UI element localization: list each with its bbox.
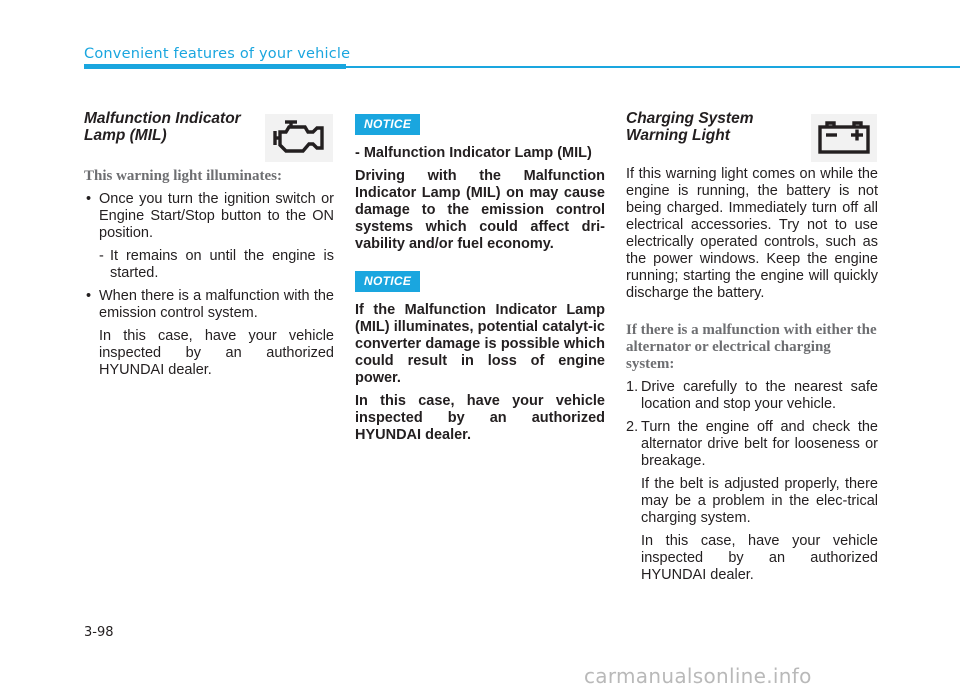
charging-step-1 bbox=[626, 379, 878, 413]
charging-step-2 bbox=[626, 419, 878, 470]
mil-bullet-ignition: • Once you turn the ignition switch or Engine Start/Stop button to the ON position. bbox=[84, 191, 334, 242]
mil-dash-text: It remains on until the engine is started. bbox=[110, 248, 334, 281]
header-rule-line bbox=[346, 66, 960, 68]
header-rule-accent bbox=[84, 64, 346, 69]
notice2-body: If the Malfunction Indicator Lamp (MIL) illuminates, potential catalyt-ic converter damage is possible which could result in loss of engine power. bbox=[355, 302, 605, 386]
mil-dash-item bbox=[84, 248, 334, 282]
notice2-inspect-text: In this case, have your vehicle inspected by an authorized HYUNDAI dealer. bbox=[355, 393, 605, 443]
mil-bullet-emission: • When there is a malfunction with the emission control system. bbox=[84, 288, 334, 322]
notice-badge: NOTICE bbox=[355, 271, 420, 292]
mil-title-line1: Malfunction Indicator bbox=[84, 110, 241, 127]
mil-section-title bbox=[84, 110, 334, 144]
dash-marker: - bbox=[99, 248, 104, 264]
charging-title-line1: Charging System bbox=[626, 110, 754, 127]
watermark: carmanualsonline.info bbox=[584, 664, 812, 688]
mil-inspect-text: In this case, have your vehicle inspected by an authorized HYUNDAI dealer. bbox=[99, 328, 334, 378]
charging-belt-text: If the belt is adjusted properly, there may be a problem in the elec-trical charging system. bbox=[641, 476, 878, 526]
section-header-title: Convenient features of your vehicle bbox=[84, 46, 351, 62]
charging-inspect-text: In this case, have your vehicle inspected by an authorized HYUNDAI dealer. bbox=[641, 533, 878, 583]
charging-subheading: If there is a malfunction with either the alternator or electrical charging system: bbox=[626, 322, 877, 372]
charging-column bbox=[626, 110, 878, 584]
mil-subheading: This warning light illuminates: bbox=[84, 168, 282, 184]
step-text: Turn the engine off and check the alternator drive belt for looseness or breakage. bbox=[641, 419, 878, 469]
step-number: 1. bbox=[626, 379, 639, 395]
notice1-heading: - Malfunction Indicator Lamp (MIL) bbox=[355, 145, 592, 161]
notice-badge: NOTICE bbox=[355, 114, 420, 135]
charging-title-line2: Warning Light bbox=[626, 127, 730, 144]
charging-intro-text: If this warning light comes on while the engine is running, the battery is not being charged. Immediately turn off all electrical accessories. Try not to use electrically operated controls, such as the power windows. Keep the engine running; starting the engine will quickly discharge the battery. bbox=[626, 166, 878, 301]
mil-column bbox=[84, 110, 334, 379]
notice1-body: Driving with the Malfunction Indicator Lamp (MIL) on may cause damage to the emission control systems which could affect dri-vability and/or fuel economy. bbox=[355, 168, 605, 252]
mil-title-line2: Lamp (MIL) bbox=[84, 127, 167, 144]
notice-column bbox=[355, 114, 605, 444]
step-number: 2. bbox=[626, 419, 639, 435]
charging-section-title bbox=[626, 110, 878, 144]
step-text: Drive carefully to the nearest safe location and stop your vehicle. bbox=[641, 379, 878, 412]
page-number: 3-98 bbox=[84, 625, 114, 640]
